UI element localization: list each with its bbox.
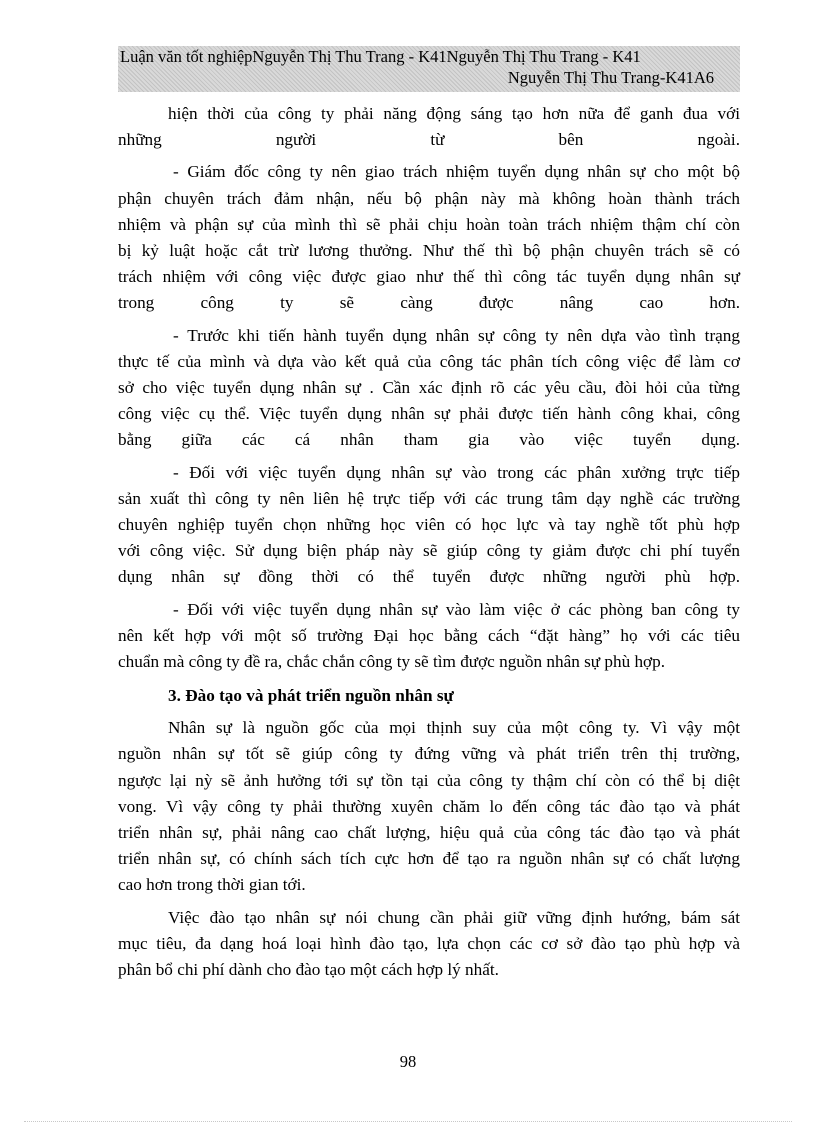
text-line: trách nhiệm với công việc được giao như thế thì công tác tuyển dụng nhân sự [118,267,740,287]
text-line: - Giám đốc công ty nên giao trách nhiệm tuyển dụng nhân sự cho một bộ [173,162,740,182]
text-line: chuyên nghiệp tuyển chọn những học viên có học lực và tay nghề tốt phù hợp [118,515,740,535]
page-number: 98 [399,1052,417,1071]
text-line: Nhân sự là nguồn gốc của mọi thịnh suy của một công ty. Vì vậy một [168,718,740,738]
recruitment-paragraphs [118,101,740,681]
page-bottom-divider [24,1121,792,1122]
text-line: hiện thời của công ty phải năng động sáng tạo hơn nữa để ganh đua với [168,104,740,123]
text-line: dụng nhân sự đồng thời có thể tuyển được những người phù hợp. [118,567,740,587]
paragraph [118,597,740,676]
text-line: chuẩn mà công ty đề ra, chắc chắn công ty sẽ tìm được nguồn nhân sự phù hợp. [118,652,666,672]
text-line: triển nhân sự, có chính sách tích cực hơn để tạo ra nguồn nhân sự có chất lượng [118,849,740,869]
text-line: sở cho việc tuyển dụng nhân sự . Cần xác định rõ các yêu cầu, đòi hỏi của từng [118,378,740,398]
text-line: mục tiêu, đa dạng hoá loại hình đào tạo, lựa chọn các cơ sở đào tạo phù hợp và [118,933,740,953]
text-line: bị kỷ luật hoặc cắt trừ lương thưởng. Như thế thì bộ phận chuyên trách sẽ có [118,241,740,261]
text-line: nhiệm và phận sự của mình thì sẽ phải chịu hoàn toàn trách nhiệm thậm chí còn [118,214,740,234]
text-line: nguồn nhân sự tốt sẽ giúp công ty đứng vững và phát triển trên thị trường, [118,744,740,764]
paragraph [118,101,740,153]
paragraph [118,323,740,454]
text-line: thực tế của mình và dựa vào kết quả của công tác phân tích công việc để làm cơ [118,351,740,371]
paragraph [118,905,740,984]
text-line: phận chuyên trách đảm nhận, nếu bộ phận này mà không hoàn thành trách [118,188,740,208]
paragraph [118,460,740,591]
text-line: những người từ bên ngoài. [118,130,740,150]
text-line: cao hơn trong thời gian tới. [118,875,306,895]
document-body [118,101,740,989]
text-line: vong. Vì vậy công ty phải thường xuyên chăm lo đến công tác đào tạo và phát [118,796,740,816]
header-line-2: Nguyễn Thị Thu Trang-K41A6 [507,68,714,87]
text-line: Việc đào tạo nhân sự nói chung cần phải giữ vững định hướng, bám sát [168,907,740,927]
text-line: - Đối với việc tuyển dụng nhân sự vào trong các phân xưởng trực tiếp [173,462,740,482]
text-line: sản xuất thì công ty nên liên hệ trực tiếp với các trung tâm dạy nghề các trường [118,488,740,508]
paragraph [118,715,740,898]
text-line: công việc cụ thể. Việc tuyển dụng nhân sự phải được tiến hành công khai, công [118,404,740,424]
text-line: với công việc. Sử dụng biện pháp này sẽ giúp công ty giảm được chi phí tuyển [118,541,740,561]
text-line: nên kết hợp với một số trường Đại học bằng cách “đặt hàng” họ với các tiêu [118,625,740,645]
text-line: trong công ty sẽ càng được nâng cao hơn. [118,293,740,313]
text-line: triển nhân sự, phải nâng cao chất lượng, hiệu quả của công tác đào tạo và phát [118,823,740,843]
training-paragraphs [118,715,740,989]
text-line: ngược lại nỳ sẽ ảnh hưởng tới sự tồn tại của công ty thậm chí còn có thể bị diệt [118,770,740,790]
paragraph [118,159,740,316]
section-heading: 3. Đào tạo và phát triển nguồn nhân sự [168,686,454,706]
text-line: phân bổ chi phí dành cho đào tạo một cách hợp lý nhất. [118,960,499,980]
header-line-1: Luận văn tốt nghiệpNguyễn Thị Thu Trang - K41Nguyễn Thị Thu Trang - K41 [120,47,641,66]
text-line: bằng giữa các cá nhân tham gia vào việc tuyển dụng. [118,430,740,450]
running-header [118,46,740,92]
text-line: - Đối với việc tuyển dụng nhân sự vào làm việc ở các phòng ban công ty [173,599,740,619]
text-line: - Trước khi tiến hành tuyển dụng nhân sự công ty nên dựa vào tình trạng [173,325,740,345]
